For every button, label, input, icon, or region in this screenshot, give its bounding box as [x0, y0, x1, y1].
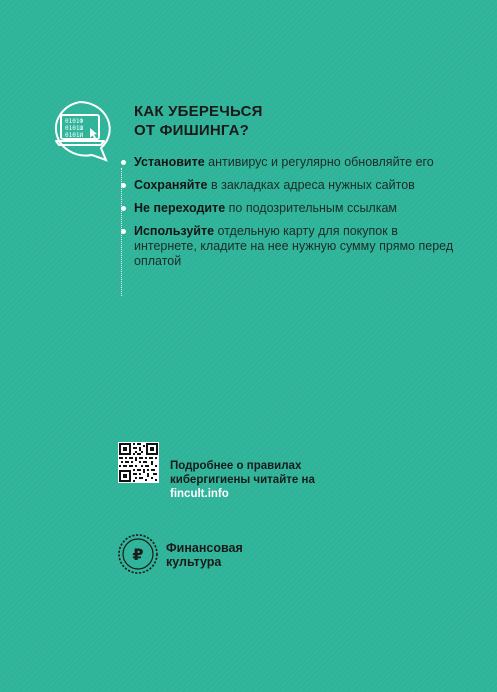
tip-text: по подозрительным ссылкам	[225, 201, 398, 215]
page-title	[134, 102, 263, 140]
more-info-text	[170, 459, 315, 501]
tip-text: отдельную карту для покупок в интернете, кладите на нее нужную сумму прямо перед оплатой	[134, 224, 454, 268]
tip-bold: Установите	[134, 155, 205, 169]
brand-line-1: Финансовая	[166, 541, 243, 555]
tip-item	[134, 224, 464, 269]
tips-list	[134, 155, 464, 277]
more-info-prefix: кибергигиены читайте на	[170, 474, 315, 486]
ruble-logo-icon	[117, 533, 159, 575]
title-line-1: КАК УБЕРЕЧЬСЯ	[134, 103, 263, 120]
qr-code[interactable]	[118, 442, 159, 483]
screen-text-row2: 0101Ш	[65, 125, 84, 132]
ruble-symbol: ₽	[132, 545, 144, 564]
tip-bold: Не переходите	[134, 201, 226, 215]
tip-item	[134, 155, 464, 170]
bullet-dot	[121, 206, 126, 211]
tip-bold: Используйте	[134, 224, 215, 238]
more-info-line-2	[170, 473, 315, 501]
tip-text: антивирус и регулярно обновляйте его	[204, 155, 434, 169]
more-info-line-1: Подробнее о правилах	[170, 460, 302, 472]
bullet-dot	[121, 160, 126, 165]
laptop-chat-icon	[44, 98, 118, 162]
site-link[interactable]: fincult.info	[170, 488, 229, 500]
bullet-dot	[121, 229, 126, 234]
brand-line-2: культура	[166, 555, 222, 569]
title-line-2: ОТ ФИШИНГА?	[134, 122, 250, 139]
screen-text-row1: 0101Ф	[65, 118, 84, 125]
tip-item	[134, 201, 464, 216]
bullet-dot	[121, 183, 126, 188]
tip-bold: Сохраняйте	[134, 178, 208, 192]
tip-text: в закладках адреса нужных сайтов	[207, 178, 415, 192]
brand-name	[166, 541, 243, 569]
tip-item	[134, 178, 464, 193]
screen-text-row3: 0101И	[65, 132, 84, 139]
